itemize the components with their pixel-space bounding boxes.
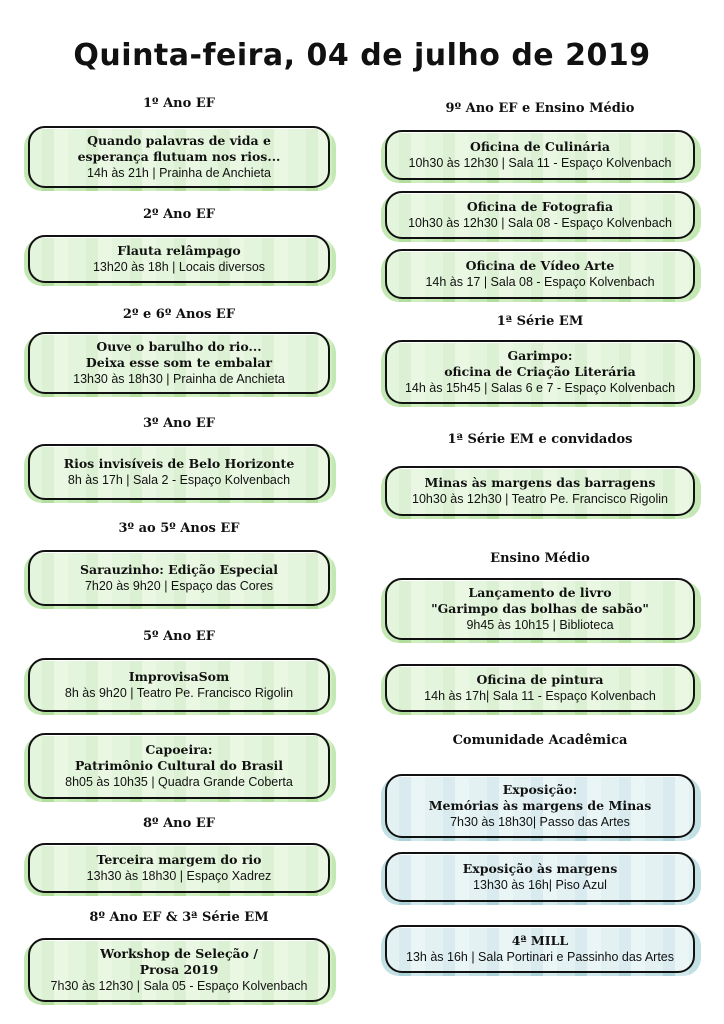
event-card bbox=[28, 843, 330, 893]
event-info: 7h30 às 12h30 | Sala 05 - Espaço Kolvenbach bbox=[50, 979, 308, 993]
event-info: 14h às 21h | Prainha de Anchieta bbox=[87, 166, 271, 180]
section-heading: 1ª Série EM bbox=[496, 314, 584, 329]
event-card bbox=[385, 925, 695, 973]
event-info: 13h30 às 16h| Piso Azul bbox=[473, 878, 607, 892]
event-title: Deixa esse som te embalar bbox=[85, 355, 273, 370]
event-card bbox=[385, 191, 695, 239]
event-title: Capoeira: bbox=[145, 742, 213, 757]
event-title: Rios invisíveis de Belo Horizonte bbox=[63, 456, 295, 471]
event-title: Oficina de Vídeo Arte bbox=[465, 258, 615, 273]
event-card bbox=[385, 774, 695, 838]
event-title: Oficina de Culinária bbox=[469, 139, 611, 154]
event-info: 8h às 9h20 | Teatro Pe. Francisco Rigolin bbox=[64, 686, 294, 700]
event-title: Lançamento de livro bbox=[468, 585, 612, 600]
event-card bbox=[385, 578, 695, 640]
event-info: 13h30 às 18h30 | Espaço Xadrez bbox=[86, 869, 272, 883]
event-title: Quando palavras de vida e bbox=[87, 133, 271, 148]
event-title: Terceira margem do rio bbox=[96, 852, 262, 867]
event-info: 10h30 às 12h30 | Sala 08 - Espaço Kolvenbach bbox=[408, 216, 672, 230]
section-heading: 1º Ano EF bbox=[143, 96, 215, 111]
event-card bbox=[28, 332, 330, 394]
event-title: Patrimônio Cultural do Brasil bbox=[74, 758, 283, 773]
event-info: 10h30 às 12h30 | Teatro Pe. Francisco Rigolin bbox=[412, 492, 668, 506]
event-info: 14h às 17h| Sala 11 - Espaço Kolvenbach bbox=[424, 689, 656, 703]
event-card bbox=[28, 733, 330, 799]
event-title: Prosa 2019 bbox=[139, 962, 219, 977]
event-title: Garimpo: bbox=[507, 348, 573, 363]
event-title: Workshop de Seleção / bbox=[100, 946, 258, 961]
event-info: 9h45 às 10h15 | Biblioteca bbox=[466, 618, 614, 632]
section-heading: 1ª Série EM e convidados bbox=[447, 432, 633, 447]
event-card bbox=[385, 664, 695, 712]
event-card bbox=[385, 249, 695, 299]
event-info: 14h às 15h45 | Salas 6 e 7 - Espaço Kolvenbach bbox=[404, 381, 676, 395]
section-heading: 8º Ano EF & 3ª Série EM bbox=[89, 910, 269, 925]
section-heading: 2º Ano EF bbox=[143, 207, 215, 222]
event-card bbox=[385, 466, 695, 516]
event-info: 13h30 às 18h30 | Prainha de Anchieta bbox=[73, 372, 285, 386]
section-heading: 5º Ano EF bbox=[143, 629, 215, 644]
section-heading: Ensino Médio bbox=[490, 551, 590, 566]
event-card bbox=[28, 938, 330, 1002]
event-info: 10h30 às 12h30 | Sala 11 - Espaço Kolvenbach bbox=[408, 156, 672, 170]
event-info: 7h20 às 9h20 | Espaço das Cores bbox=[84, 579, 274, 593]
event-title: Oficina de pintura bbox=[476, 672, 604, 687]
section-heading: 3º Ano EF bbox=[143, 416, 215, 431]
event-title: Minas às margens das barragens bbox=[424, 475, 656, 490]
event-title: Sarauzinho: Edição Especial bbox=[79, 562, 279, 577]
event-card bbox=[28, 444, 330, 500]
section-heading: Comunidade Acadêmica bbox=[452, 733, 628, 748]
event-info: 13h às 16h | Sala Portinari e Passinho das Artes bbox=[406, 950, 674, 964]
event-card bbox=[28, 550, 330, 606]
section-heading: 2º e 6º Anos EF bbox=[122, 307, 236, 322]
event-info: 8h às 17h | Sala 2 - Espaço Kolvenbach bbox=[67, 473, 291, 487]
event-title: "Garimpo das bolhas de sabão" bbox=[431, 601, 649, 616]
section-heading: 8º Ano EF bbox=[143, 816, 215, 831]
event-title: Ouve o barulho do rio... bbox=[96, 339, 262, 354]
event-info: 14h às 17 | Sala 08 - Espaço Kolvenbach bbox=[425, 275, 655, 289]
event-title: Memórias às margens de Minas bbox=[428, 798, 652, 813]
event-card bbox=[28, 658, 330, 712]
event-title: Exposição: bbox=[502, 782, 578, 797]
event-card bbox=[385, 852, 695, 902]
event-title: Exposição às margens bbox=[462, 861, 618, 876]
event-card bbox=[385, 130, 695, 180]
event-card bbox=[385, 340, 695, 404]
event-title: ImprovisaSom bbox=[128, 669, 230, 684]
event-card bbox=[28, 235, 330, 283]
event-title: oficina de Criação Literária bbox=[444, 364, 636, 379]
event-info: 8h05 às 10h35 | Quadra Grande Coberta bbox=[65, 775, 293, 789]
event-card bbox=[28, 126, 330, 188]
page-title: Quinta-feira, 04 de julho de 2019 bbox=[73, 38, 651, 73]
section-heading: 3º ao 5º Anos EF bbox=[118, 521, 240, 536]
section-heading: 9º Ano EF e Ensino Médio bbox=[445, 101, 635, 116]
event-title: Flauta relâmpago bbox=[117, 243, 241, 258]
event-info: 7h30 às 18h30| Passo das Artes bbox=[450, 815, 630, 829]
event-title: esperança flutuam nos rios... bbox=[77, 149, 281, 164]
event-info: 13h20 às 18h | Locais diversos bbox=[92, 260, 266, 274]
event-title: Oficina de Fotografia bbox=[466, 199, 614, 214]
event-title: 4ª MILL bbox=[511, 933, 569, 948]
